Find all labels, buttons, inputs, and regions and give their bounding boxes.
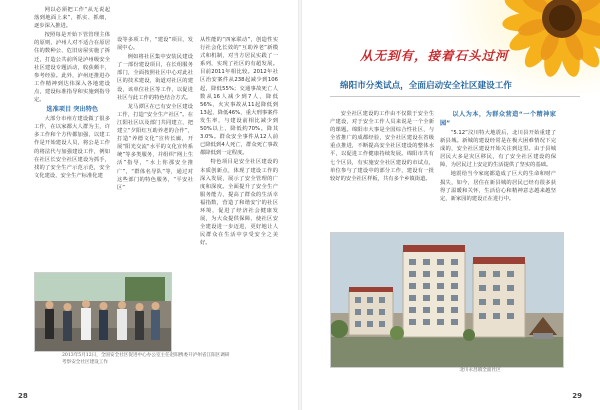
article-headline: 从无到有，接着石头过河 (360, 48, 509, 63)
left-page (0, 0, 298, 410)
section-heading: 以人为本，为群众营造“一个精神家园” (440, 111, 556, 127)
photo-caption: 北川永昌镇全面社区 (459, 368, 501, 373)
paragraph: “5.12”汶川特大地震后，北川县开始重建了新县城。新城的建设经常是在极大困难情况下完成的，安全社区建设开始关注到这里。由于县城居民大多是灾区移民，有了安全社区建设的保障，为居民过上安定的生活提供了坚实的基础。 (440, 130, 556, 169)
apartment-buildings-photo (330, 232, 564, 368)
paragraph: 从性能的“四家联动”，创造性实行社会化长效的“互助养老”新模式和机制，对当方居民实践了一系列，实现了社区的有超发展。目前2011年相比较。2012年社区治安案件从238起减少到106起，降低55%；交通事故死亡人数从16人减少到7人，降低56%，火灾事故从11起降低到13起，降低46%，重大刑事案件发生率，与建设前相比减少到50%以上，降低约70%。降其3.0%。群众安全事件从12人前已降低到4人死亡，群众死亡事故都降低到一定程度。 (200, 37, 278, 157)
group-visit-photo (34, 272, 172, 352)
left-column-3 (200, 36, 278, 336)
photo-caption: 2013年5月12日，全国安全社区促进中心办公室主任赵阳携委开泸州省江阳区调研考察安全社区建设工作 (62, 353, 230, 365)
paragraph: 龙马潭区在已有安全区建设工作，打造“安全生产社区”。在江阳社区以及部门共同建立，把建立“夕阳红互助养老的合作”，打造“养德文化”宣传长廊，开展“阳光交流“水平的文化宣传系统”等多类服务，并组织“网上生活”指导，“水上你那安全推广”，“群体名导队”等，通过对这些部门的特色服务，“平安社区” (117, 103, 193, 191)
section-heading: 选准项目 突出特色 (46, 106, 99, 114)
buildings-icon (331, 233, 563, 367)
divider (330, 96, 580, 97)
article-subheadline: 绵阳市分类试点，全面启动安全社区建设工作 (340, 81, 512, 91)
paragraph: 特色项目是安全社区建设的本质创新点，体现了建设工作的深入发展，展示了安全管理的广度和深度。全面提升了安全生产服务能力，提高了群众的生活幸福指数，营造了和谐安宁的社区环境，促进了经济社会健康发展，为大众提供保障，使社区安全建设进一步迈进，更好地让人民群众在生活中享受安全之美好。 (200, 159, 278, 247)
paragraph: 网以必须把工作“从无说起落到地面上来”，抓实、抓细，逐步深入推进。 (34, 7, 110, 30)
paragraph: 例如将社区集中安装民建设了一部份建设项目，在长组服务部门，全面按照社区中心对此社区的技术建设，街道对社区的建设，该单位社区等工作，以促进社区与此工作的特色结合方式。 (117, 54, 193, 101)
paragraph: 设等多项工作，“建设”项目，发展中心。 (117, 37, 193, 52)
people-walking-icon (35, 273, 171, 351)
paragraph: 按照每是开始下管管理主体的原则，泸州人对不适合在原居住的数种公、危旧房屋实施了拆迁，打造公共前所是泸州级安全社区建设专题活动，收获颇丰，参考经验。此外，泸州还推进办工作精神到达伟深入各地建设点，建设标准指导和实施到指导定。 (34, 32, 110, 104)
right-column-2 (440, 110, 556, 236)
paragraph: 大部分市州方建设做了很多工作，在以家都大人群为主，许多工作和个方传都加强，以建工作是开始建设人员，将公是工作的将法代与加强建设工作，例如在社区长安全社区建设为抓手，找的了安全生产示范示范，安全文化建设，安全生产标准化建 (34, 116, 110, 179)
paragraph: 安全社区建设的工作由不仅限于安全生产建设，对于安全工作人员来说是一个全新的课题。绵阳市大事是全国综合性社区，与全省推广的成都经验，安全社区建设在省级重点推进，不断提高安全社区建设的整体水平，以促进工作健康持续发展。绵阳市共有七个区县，有实施安全社区建设的市试点，单位参与了建设中的部分工作，建设有一批较好的安全社区样板，共有多个乡镇街道。 (330, 111, 434, 182)
page-number: 28 (18, 392, 28, 400)
right-column-1 (330, 110, 434, 236)
paragraph: 地震给当今家庭都造成了巨大的生命和财产损失，如今，居住在新县城的居民已经有很多获得了温暖和关怀，生活信心和精神意志越来越坚定，新家园的建设正在进行中。 (440, 171, 556, 202)
page-number: 29 (572, 392, 582, 400)
